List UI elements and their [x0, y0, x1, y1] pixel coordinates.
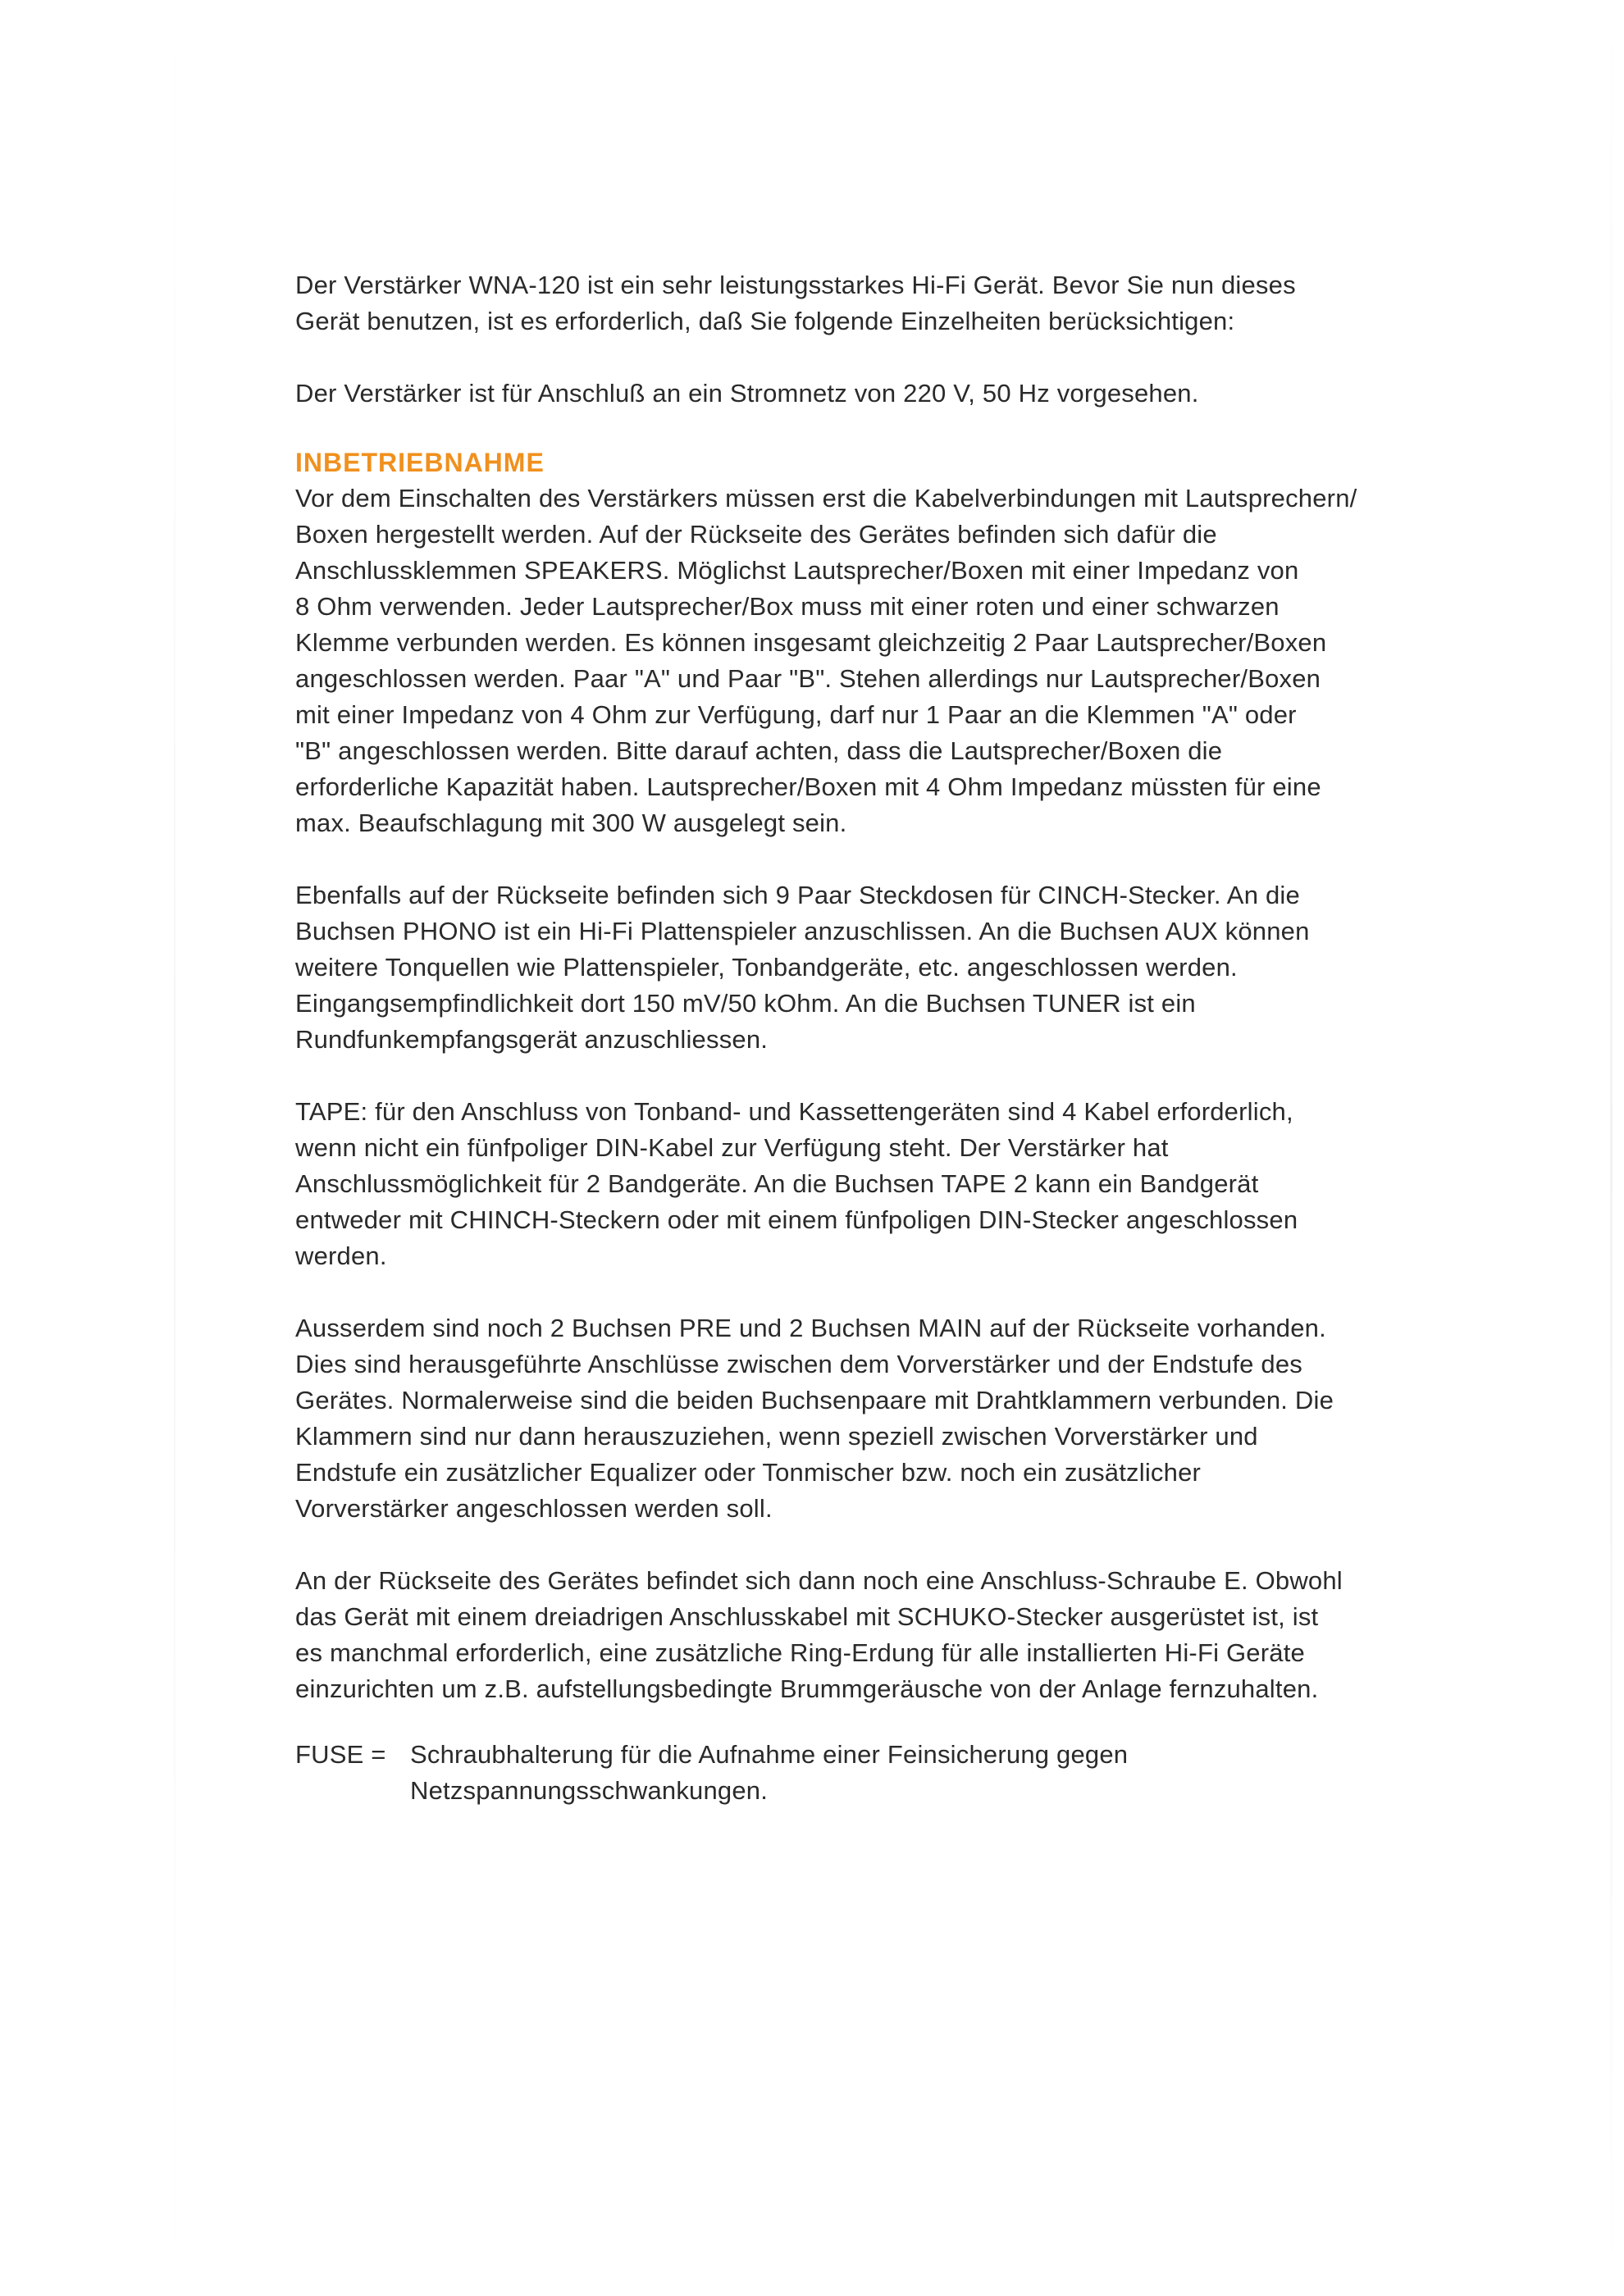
speakers-paragraph: Vor dem Einschalten des Verstärkers müssen erst die Kabelverbindungen mit Lautsprechern/ Boxen hergestellt werden. Auf der Rückseite des Gerätes befinden sich dafür die Anschlussklemmen SPEAKERS. Möglichst Lautsprecher/Boxen mit einer Impedanz von 8 Ohm verwenden. Jeder Lautsprecher/Box muss mit einer roten und einer schwarzen Klemme verbunden werden. Es können insgesamt gleichzeitig 2 Paar Lautsprecher/Boxen angeschlossen werden. Paar "A" und Paar "B". Stehen allerdings nur Lautsprecher/Boxen mit einer Impedanz von 4 Ohm zur Verfügung, darf nur 1 Paar an die Klemmen "A" oder "B" angeschlossen werden. Bitte darauf achten, dass die Lautsprecher/Boxen die erforderliche Kapazität haben. Lautsprecher/Boxen mit 4 Ohm Impedanz müssten für eine max. Beaufschlagung mit 300 W ausgelegt sein.	[295, 484, 1357, 837]
power-note-paragraph: Der Verstärker ist für Anschluß an ein Stromnetz von 220 V, 50 Hz vorgesehen.	[295, 379, 1199, 408]
scan-edge-right	[1610, 0, 1613, 2296]
inputs-paragraph: Ebenfalls auf der Rückseite befinden sich 9 Paar Steckdosen für CINCH-Stecker. An die Buchsen PHONO ist ein Hi-Fi Plattenspieler anzuschlissen. An die Buchsen AUX können weitere Tonquellen wie Plattenspieler, Tonbandgeräte, etc. angeschlossen werden. Eingangsempfindlichkeit dort 150 mV/50 kOhm. An die Buchsen TUNER ist ein Rundfunkempfangsgerät anzuschliessen.	[295, 881, 1310, 1054]
fuse-description: Schraubhalterung für die Aufnahme einer Feinsicherung gegen Netzspannungsschwankungen.	[410, 1740, 1129, 1805]
fuse-label: FUSE =	[295, 1740, 386, 1769]
pre-main-paragraph: Ausserdem sind noch 2 Buchsen PRE und 2 Buchsen MAIN auf der Rückseite vorhanden. Dies sind herausgeführte Anschlüsse zwischen dem Vorverstärker und der Endstufe des Gerätes. Normalerweise sind die beiden Buchsenpaare mit Drahtklammern verbunden. Die Klammern sind nur dann herauszuziehen, wenn speziell zwischen Vorverstärker und Endstufe ein zusätzlicher Equalizer oder Tonmischer bzw. noch ein zusätzlicher Vorverstärker angeschlossen werden soll.	[295, 1314, 1334, 1523]
ground-paragraph: An der Rückseite des Gerätes befindet sich dann noch eine Anschluss-Schraube E. Obwohl das Gerät mit einem dreiadrigen Anschlusskabel mit SCHUKO-Stecker ausgerüstet ist, ist es manchmal erforderlich, eine zusätzliche Ring-Erdung für alle installierten Hi-Fi Geräte einzurichten um z.B. aufstellungsbedingte Brummgeräusche von der Anlage fernzuhalten.	[295, 1566, 1343, 1703]
section-heading: INBETRIEBNAHME	[295, 448, 545, 477]
intro-paragraph: Der Verstärker WNA-120 ist ein sehr leistungsstarkes Hi-Fi Gerät. Bevor Sie nun dieses Gerät benutzen, ist es erforderlich, daß Sie folgende Einzelheiten berücksichtigen:	[295, 271, 1296, 335]
tape-paragraph: TAPE: für den Anschluss von Tonband- und Kassettengeräten sind 4 Kabel erforderlich, wenn nicht ein fünfpoliger DIN-Kabel zur Verfügung steht. Der Verstärker hat Anschlussmöglichkeit für 2 Bandgeräte. An die Buchsen TAPE 2 kann ein Bandgerät entweder mit CHINCH-Steckern oder mit einem fünfpoligen DIN-Stecker angeschlossen werden.	[295, 1097, 1298, 1270]
document-body	[295, 267, 1501, 1809]
scan-edge-left	[174, 0, 176, 2296]
fuse-entry	[295, 1737, 1501, 1809]
